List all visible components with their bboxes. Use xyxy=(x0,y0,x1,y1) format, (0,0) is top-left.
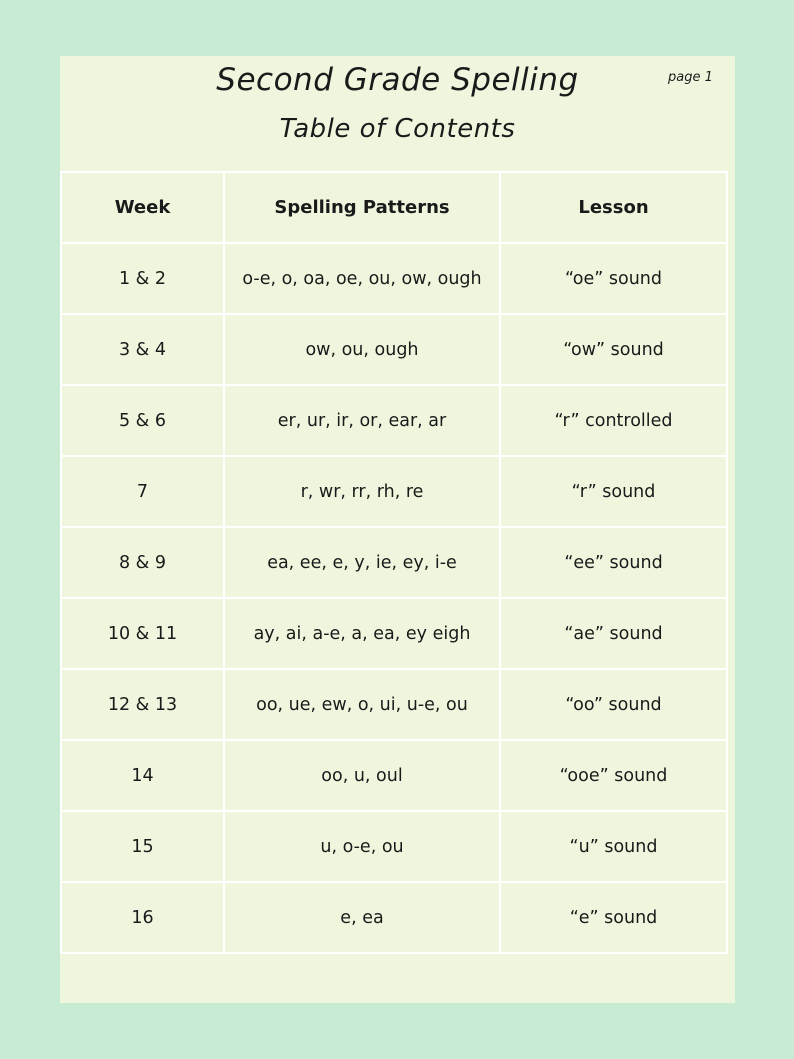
table-row xyxy=(61,456,727,527)
lesson-cell: “u” sound xyxy=(500,811,727,882)
lesson-cell: “e” sound xyxy=(500,882,727,953)
document-title: Second Grade Spelling xyxy=(216,62,579,98)
table-row xyxy=(61,882,727,953)
week-cell: 16 xyxy=(61,882,224,953)
patterns-cell: ea, ee, e, y, ie, ey, i-e xyxy=(224,527,500,598)
page-number: page 1 xyxy=(668,70,713,85)
column-header-spelling-patterns: Spelling Patterns xyxy=(224,172,500,243)
patterns-cell: oo, u, oul xyxy=(224,740,500,811)
lesson-cell: “ee” sound xyxy=(500,527,727,598)
table-row xyxy=(61,385,727,456)
week-cell: 3 & 4 xyxy=(61,314,224,385)
patterns-cell: oo, ue, ew, o, ui, u-e, ou xyxy=(224,669,500,740)
table-row xyxy=(61,527,727,598)
patterns-cell: er, ur, ir, or, ear, ar xyxy=(224,385,500,456)
table-header-row xyxy=(61,172,727,243)
patterns-cell: ay, ai, a-e, a, ea, ey eigh xyxy=(224,598,500,669)
week-cell: 14 xyxy=(61,740,224,811)
document-subtitle: Table of Contents xyxy=(279,114,516,144)
lesson-cell: “ooe” sound xyxy=(500,740,727,811)
patterns-cell: u, o-e, ou xyxy=(224,811,500,882)
patterns-cell: o-e, o, oa, oe, ou, ow, ough xyxy=(224,243,500,314)
week-cell: 15 xyxy=(61,811,224,882)
week-cell: 12 & 13 xyxy=(61,669,224,740)
lesson-cell: “ae” sound xyxy=(500,598,727,669)
week-cell: 8 & 9 xyxy=(61,527,224,598)
table-row xyxy=(61,598,727,669)
table-row xyxy=(61,314,727,385)
table-row xyxy=(61,740,727,811)
lesson-cell: “oe” sound xyxy=(500,243,727,314)
table-row xyxy=(61,669,727,740)
week-cell: 5 & 6 xyxy=(61,385,224,456)
lesson-cell: “oo” sound xyxy=(500,669,727,740)
patterns-cell: e, ea xyxy=(224,882,500,953)
patterns-cell: ow, ou, ough xyxy=(224,314,500,385)
lesson-cell: “ow” sound xyxy=(500,314,727,385)
column-header-lesson: Lesson xyxy=(500,172,727,243)
patterns-cell: r, wr, rr, rh, re xyxy=(224,456,500,527)
table-row xyxy=(61,811,727,882)
contents-table xyxy=(60,171,728,954)
week-cell: 7 xyxy=(61,456,224,527)
week-cell: 10 & 11 xyxy=(61,598,224,669)
lesson-cell: “r” controlled xyxy=(500,385,727,456)
table-row xyxy=(61,243,727,314)
lesson-cell: “r” sound xyxy=(500,456,727,527)
week-cell: 1 & 2 xyxy=(61,243,224,314)
column-header-week: Week xyxy=(61,172,224,243)
document-sheet xyxy=(60,56,735,1003)
